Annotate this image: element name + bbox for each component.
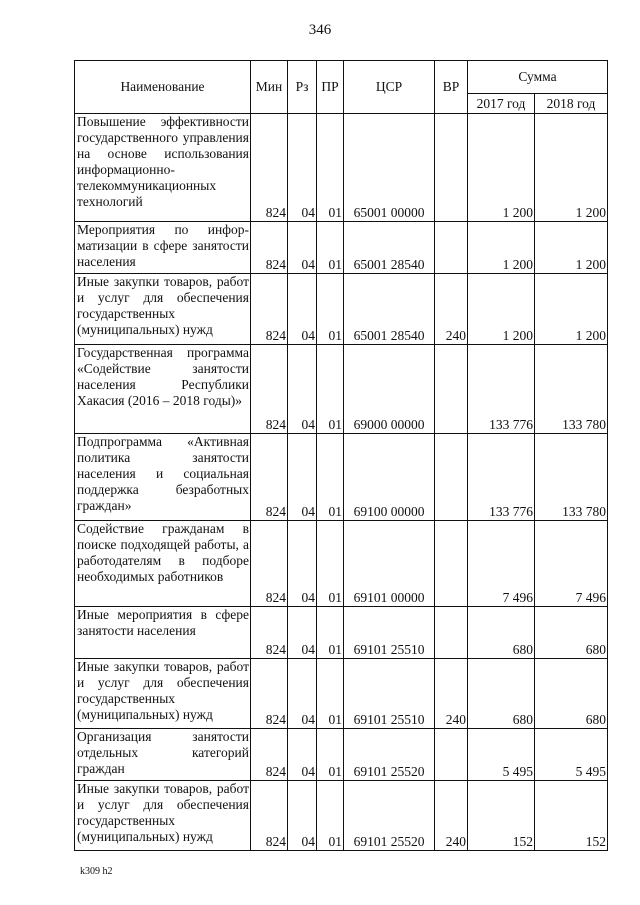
row-sum-2018: 1 200 — [535, 222, 608, 274]
row-min: 824 — [251, 114, 288, 222]
row-vr: 240 — [435, 274, 468, 345]
row-name: Иные мероприятия в сфере занятости населения — [75, 607, 251, 659]
row-csr: 69101 25510 — [344, 607, 435, 659]
row-rz: 04 — [288, 345, 317, 434]
row-sum-2018: 7 496 — [535, 521, 608, 607]
row-vr — [435, 345, 468, 434]
row-sum-2018: 680 — [535, 607, 608, 659]
row-name: Повышение эффективности государственного управления на основе использования информационно-телекоммуникационных технологий — [75, 114, 251, 222]
row-pr: 01 — [317, 114, 344, 222]
row-csr: 69101 25510 — [344, 659, 435, 729]
row-rz: 04 — [288, 434, 317, 521]
row-csr: 65001 28540 — [344, 222, 435, 274]
row-sum-2017: 680 — [468, 659, 535, 729]
header-vr: ВР — [435, 61, 468, 114]
row-vr — [435, 434, 468, 521]
row-min: 824 — [251, 729, 288, 781]
row-vr — [435, 222, 468, 274]
row-rz: 04 — [288, 607, 317, 659]
row-sum-2017: 680 — [468, 607, 535, 659]
row-vr — [435, 521, 468, 607]
row-sum-2017: 1 200 — [468, 114, 535, 222]
table-row — [75, 729, 608, 781]
row-sum-2018: 5 495 — [535, 729, 608, 781]
row-sum-2017: 5 495 — [468, 729, 535, 781]
row-rz: 04 — [288, 222, 317, 274]
table-row — [75, 607, 608, 659]
row-pr: 01 — [317, 521, 344, 607]
table-row — [75, 114, 608, 222]
table-row — [75, 222, 608, 274]
row-rz: 04 — [288, 659, 317, 729]
row-sum-2018: 133 780 — [535, 345, 608, 434]
header-rz: Рз — [288, 61, 317, 114]
row-sum-2018: 133 780 — [535, 434, 608, 521]
row-name: Организация занятости отдельных категорий граждан — [75, 729, 251, 781]
row-vr — [435, 114, 468, 222]
table-header — [75, 61, 608, 114]
row-rz: 04 — [288, 729, 317, 781]
row-rz: 04 — [288, 274, 317, 345]
row-csr: 65001 28540 — [344, 274, 435, 345]
row-min: 824 — [251, 659, 288, 729]
row-vr: 240 — [435, 659, 468, 729]
header-min: Мин — [251, 61, 288, 114]
table-body — [75, 114, 608, 851]
row-name: Государственная программа «Содействие занятости населения Республики Хакасия (2016 – 2018 годы)» — [75, 345, 251, 434]
row-csr: 69100 00000 — [344, 434, 435, 521]
row-rz: 04 — [288, 781, 317, 851]
row-sum-2018: 152 — [535, 781, 608, 851]
row-csr: 65001 00000 — [344, 114, 435, 222]
header-year-2018: 2018 год — [535, 94, 608, 114]
row-min: 824 — [251, 781, 288, 851]
header-pr: ПР — [317, 61, 344, 114]
table-row — [75, 521, 608, 607]
row-rz: 04 — [288, 114, 317, 222]
row-vr — [435, 729, 468, 781]
header-name: Наименование — [75, 61, 251, 114]
row-csr: 69101 00000 — [344, 521, 435, 607]
row-name: Иные закупки товаров, работ и услуг для обеспечения государственных (муниципальных) нужд — [75, 659, 251, 729]
row-sum-2017: 133 776 — [468, 434, 535, 521]
header-sum: Сумма — [468, 61, 608, 94]
table-row — [75, 274, 608, 345]
row-sum-2018: 1 200 — [535, 114, 608, 222]
row-vr — [435, 607, 468, 659]
row-pr: 01 — [317, 274, 344, 345]
row-sum-2017: 7 496 — [468, 521, 535, 607]
row-min: 824 — [251, 607, 288, 659]
row-sum-2017: 133 776 — [468, 345, 535, 434]
header-year-2017: 2017 год — [468, 94, 535, 114]
footer-code: k309 h2 — [80, 866, 113, 877]
row-sum-2017: 152 — [468, 781, 535, 851]
row-min: 824 — [251, 222, 288, 274]
table-row — [75, 781, 608, 851]
table-row — [75, 434, 608, 521]
row-vr: 240 — [435, 781, 468, 851]
row-csr: 69000 00000 — [344, 345, 435, 434]
row-pr: 01 — [317, 222, 344, 274]
row-pr: 01 — [317, 345, 344, 434]
row-pr: 01 — [317, 607, 344, 659]
table-row — [75, 345, 608, 434]
row-sum-2018: 1 200 — [535, 274, 608, 345]
row-name: Подпрограмма «Активная политика занятости населения и социальная поддержка безработных граждан» — [75, 434, 251, 521]
row-min: 824 — [251, 521, 288, 607]
row-name: Мероприятия по информатизации в сфере занятости населения — [75, 222, 251, 274]
row-min: 824 — [251, 274, 288, 345]
table-row — [75, 659, 608, 729]
page-number: 346 — [308, 22, 332, 38]
row-csr: 69101 25520 — [344, 729, 435, 781]
row-pr: 01 — [317, 781, 344, 851]
row-pr: 01 — [317, 729, 344, 781]
budget-table — [74, 60, 608, 851]
row-pr: 01 — [317, 659, 344, 729]
row-pr: 01 — [317, 434, 344, 521]
row-min: 824 — [251, 434, 288, 521]
row-min: 824 — [251, 345, 288, 434]
row-name: Иные закупки товаров, работ и услуг для обеспечения государственных (муниципальных) нужд — [75, 781, 251, 851]
row-name: Содействие гражданам в поиске подходящей работы, а работодателям в подборе необходимых работников — [75, 521, 251, 607]
row-rz: 04 — [288, 521, 317, 607]
header-csr: ЦСР — [344, 61, 435, 114]
row-name: Иные закупки товаров, работ и услуг для обеспечения государственных (муниципальных) нужд — [75, 274, 251, 345]
row-csr: 69101 25520 — [344, 781, 435, 851]
row-sum-2017: 1 200 — [468, 274, 535, 345]
row-sum-2017: 1 200 — [468, 222, 535, 274]
row-sum-2018: 680 — [535, 659, 608, 729]
